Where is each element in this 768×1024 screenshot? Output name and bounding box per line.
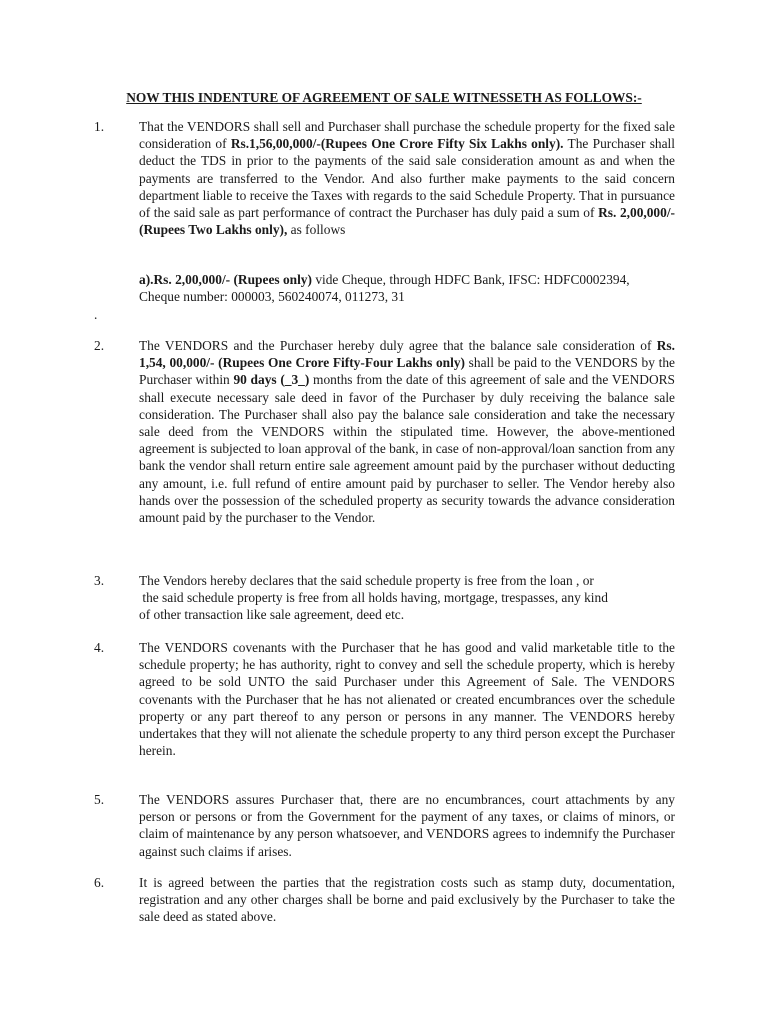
clause-2-part-2: shall be paid to the VENDORS by the Purchaser within — [139, 355, 675, 388]
clause-2-number: 2. — [94, 338, 105, 353]
clause-3-line-3: of other transaction like sale agreement, deed etc. — [139, 607, 405, 623]
clause-4-text: The VENDORS covenants with the Purchaser that he has good and valid marketable title to the schedule property; he has authority, right to convey and sell the schedule property, which is hereby agreed to be sold UNTO the said Purchaser under this Agreement of Sale. The VENDORS covenants with the Purchaser that he has not alienated or created encumbrances over the schedule property or any part thereof to any person or persons in any manner. The VENDORS hereby undertakes that they will not alienate the schedule property to any third person except the Purchaser herein. — [139, 640, 675, 759]
clause-1-part-2: The Purchaser shall deduct the TDS in prior to the payments of the said sale consideration amount as and when the payments are transferred to the Vendor. And also further make payments to the said concern department liable to receive the Taxes with regards to the said Schedule Property. That in pursuance of the said sale as part performance of contract the Purchaser has duly paid a sum of — [139, 136, 675, 221]
clause-3-number: 3. — [94, 573, 105, 588]
clause-1-payment-detail — [139, 271, 639, 305]
payment-detail-cheque: vide Cheque, through HDFC Bank, IFSC: HDFC0002394, Cheque number: 000003, 560240074, 011273, 31 — [139, 272, 630, 305]
stray-dot: . — [94, 307, 98, 322]
clause-1-number: 1. — [94, 119, 105, 134]
clause-1-part-3: as follows — [287, 222, 346, 238]
clause-6-text: It is agreed between the parties that the registration costs such as stamp duty, documentation, registration and any other charges shall be borne and paid exclusively by the Purchaser to take the sale deed as stated above. — [139, 875, 675, 925]
clause-2-balance-amount: Rs. 1,54, 00,000/- (Rupees One Crore Fifty-Four Lakhs only) — [139, 338, 675, 371]
clause-2-days: 90 days (_3_) — [233, 372, 310, 388]
clause-5-text: The VENDORS assures Purchaser that, there are no encumbrances, court attachments by any person or persons or from the Government for the payment of any taxes, or claims of minors, or claim of maintenance by any person whatsoever, and VENDORS agrees to indemnify the Purchaser against such claims if arises. — [139, 792, 675, 859]
clause-2-part-3: months from the date of this agreement of sale and the VENDORS shall execute necessary sale deed in favor of the Purchaser by duly receiving the balance sale consideration. The Purchaser shall also pay the balance sale consideration and take the necessary sale deed from the VENDORS within the stipulated time. However, the above-mentioned agreement is subjected to loan approval of the bank, in case of non-approval/loan sanction from any bank the vendor shall return entire sale agreement amount paid by the purchaser without deducting any amount, i.e. full refund of entire amount paid by purchaser to seller. The Vendor hereby also hands over the possession of the scheduled property as security towards the advance consideration amount paid by the purchaser to the Vendor. — [139, 372, 675, 526]
clause-1-part-1: That the VENDORS shall sell and Purchaser shall purchase the schedule property for the fixed sale consideration of — [139, 119, 675, 152]
clause-4-number: 4. — [94, 640, 105, 655]
payment-detail-amount: a).Rs. 2,00,000/- (Rupees only) — [139, 272, 312, 287]
clause-2-part-1: The VENDORS and the Purchaser hereby duly agree that the balance sale consideration of — [139, 338, 657, 353]
clause-3-text — [139, 572, 675, 624]
clause-3-line-2: the said schedule property is free from all holds having, mortgage, trespasses, any kind — [139, 590, 608, 606]
clause-6-number: 6. — [94, 875, 105, 890]
clause-1-sale-amount: Rs.1,56,00,000/-(Rupees One Crore Fifty Six Lakhs only). — [230, 136, 564, 152]
clause-3-line-1: The Vendors hereby declares that the said schedule property is free from the loan , or — [139, 573, 594, 588]
clause-2-text — [139, 337, 675, 526]
document-heading: NOW THIS INDENTURE OF AGREEMENT OF SALE WITNESSETH AS FOLLOWS:- — [126, 90, 642, 105]
clause-1-text — [139, 118, 675, 238]
clause-1-advance-amount: Rs. 2,00,000/- (Rupees Two Lakhs only), — [139, 205, 676, 238]
clause-5-number: 5. — [94, 792, 105, 807]
